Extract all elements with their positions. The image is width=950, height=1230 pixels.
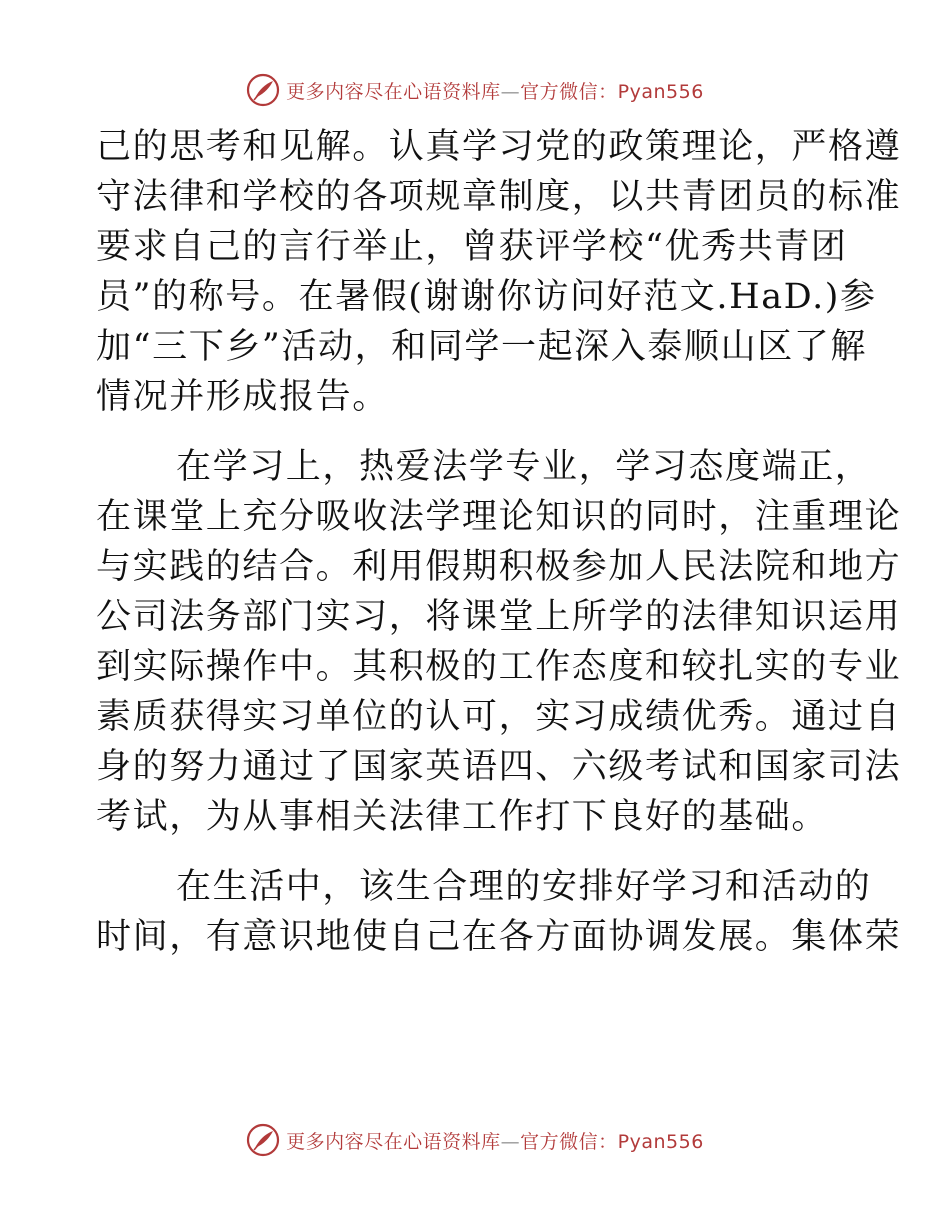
header-watermark: [0, 70, 950, 110]
feather-pen-logo-icon: [246, 73, 280, 107]
footer-watermark: [0, 1120, 950, 1160]
footer-watermark-text: [286, 1127, 704, 1154]
text-line: 守法律和学校的各项规章制度，以共青团员的标准: [96, 177, 902, 217]
text-line: 情况并形成报告。: [96, 377, 389, 417]
header-site-name: 更多内容尽在心语资料库: [286, 80, 501, 103]
header-account: 官方微信：Pyan556: [520, 80, 704, 103]
text-line: 在课堂上充分吸收法学理论知识的同时，注重理论: [96, 497, 902, 537]
text-line: 在学习上，热爱法学专业，学习态度端正，: [176, 447, 872, 487]
text-line: 身的努力通过了国家英语四、六级考试和国家司法: [96, 747, 902, 787]
text-line: 要求自己的言行举止，曾获评学校“优秀共青团: [96, 227, 848, 267]
feather-pen-logo-icon: [246, 1123, 280, 1157]
header-watermark-text: [286, 77, 704, 104]
text-line: 考试，为从事相关法律工作打下良好的基础。: [96, 797, 829, 837]
paragraph: [96, 122, 902, 422]
text-line: 己的思考和见解。认真学习党的政策理论，严格遵: [96, 127, 902, 167]
text-line: 加“三下乡”活动，和同学一起深入泰顺山区了解: [96, 327, 867, 367]
footer-site-name: 更多内容尽在心语资料库: [286, 1130, 501, 1153]
text-line: 到实际操作中。其积极的工作态度和较扎实的专业: [96, 647, 902, 687]
footer-account: 官方微信：Pyan556: [520, 1130, 704, 1153]
paragraph-gap: [96, 842, 856, 862]
text-line: 在生活中，该生合理的安排好学习和活动的: [176, 867, 872, 907]
text-line: 与实践的结合。利用假期积极参加人民法院和地方: [96, 547, 902, 587]
paragraph-gap: [96, 422, 856, 442]
footer-separator: —: [500, 1130, 521, 1153]
text-line: 素质获得实习单位的认可，实习成绩优秀。通过自: [96, 697, 902, 737]
text-line: 员”的称号。在暑假(谢谢你访问好范文.HaD.)参: [96, 277, 877, 317]
paragraph: [96, 862, 902, 962]
text-line: 时间，有意识地使自己在各方面协调发展。集体荣: [96, 917, 902, 957]
paragraph: [96, 442, 902, 842]
text-line: 公司法务部门实习，将课堂上所学的法律知识运用: [96, 597, 902, 637]
document-body: [96, 122, 902, 962]
header-separator: —: [500, 80, 521, 103]
